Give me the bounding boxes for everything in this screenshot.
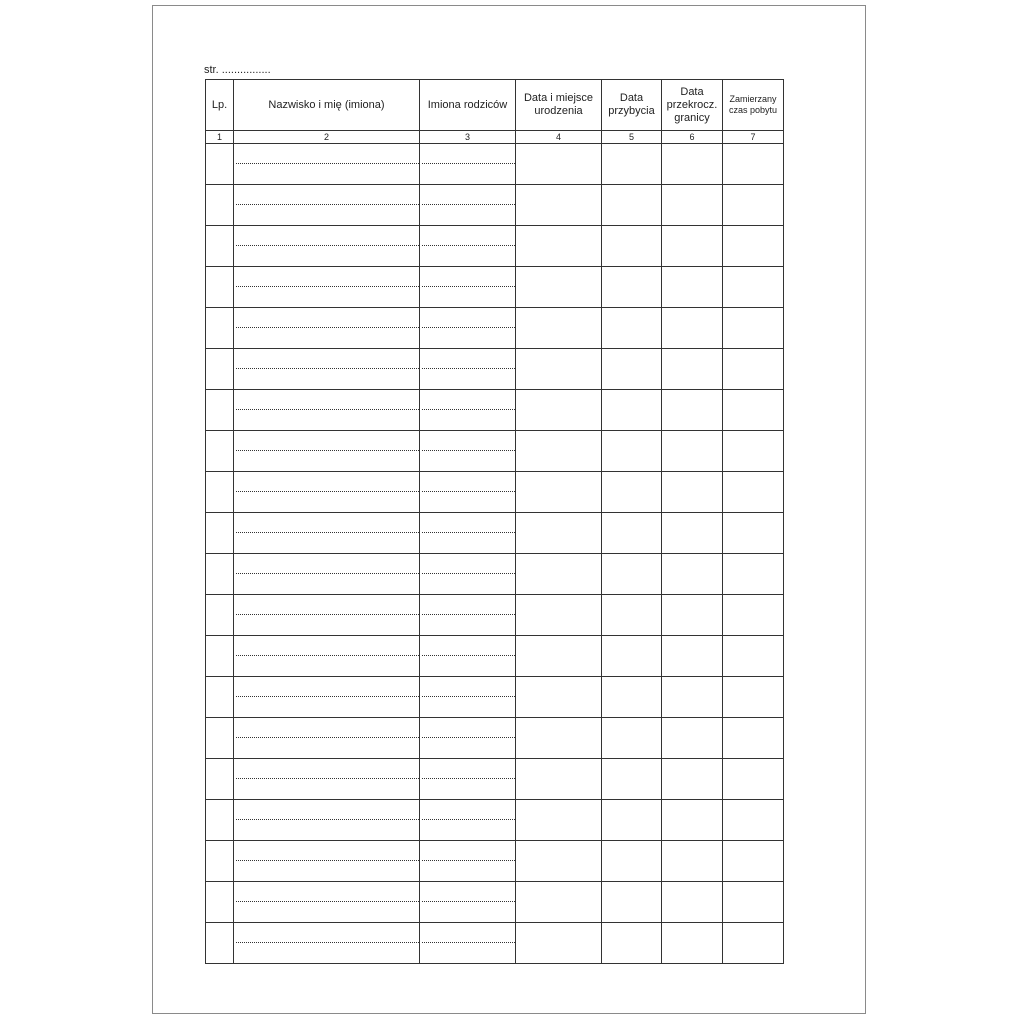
dotted-guide-line [236, 286, 419, 287]
cell-arrival[interactable] [602, 513, 662, 553]
cell-arrival[interactable] [602, 759, 662, 799]
cell-birth[interactable] [516, 349, 602, 389]
cell-birth[interactable] [516, 595, 602, 635]
cell-stay[interactable] [723, 185, 784, 225]
table-row [205, 431, 784, 472]
cell-lp[interactable] [205, 308, 234, 348]
cell-parents[interactable] [420, 841, 516, 881]
cell-parents[interactable] [420, 554, 516, 594]
cell-stay[interactable] [723, 759, 784, 799]
cell-lp[interactable] [205, 431, 234, 471]
cell-surname[interactable] [234, 431, 420, 471]
column-number-row [205, 131, 784, 144]
cell-border[interactable] [662, 882, 723, 922]
dotted-guide-line [236, 737, 419, 738]
cell-parents[interactable] [420, 349, 516, 389]
cell-lp[interactable] [205, 841, 234, 881]
dotted-guide-line [236, 327, 419, 328]
cell-parents[interactable] [420, 431, 516, 471]
header-surname-names: Nazwisko i mię (imiona) [234, 80, 420, 130]
column-number: 6 [662, 131, 723, 143]
dotted-guide-line [236, 450, 419, 451]
cell-arrival[interactable] [602, 677, 662, 717]
dotted-guide-line [236, 860, 419, 861]
cell-parents[interactable] [420, 185, 516, 225]
cell-stay[interactable] [723, 841, 784, 881]
dotted-guide-line [422, 942, 515, 943]
cell-stay[interactable] [723, 308, 784, 348]
cell-border[interactable] [662, 595, 723, 635]
cell-birth[interactable] [516, 308, 602, 348]
dotted-guide-line [422, 778, 515, 779]
cell-lp[interactable] [205, 226, 234, 266]
cell-birth[interactable] [516, 472, 602, 512]
cell-border[interactable] [662, 759, 723, 799]
cell-birth[interactable] [516, 800, 602, 840]
dotted-guide-line [236, 532, 419, 533]
cell-border[interactable] [662, 554, 723, 594]
table-row [205, 759, 784, 800]
cell-border[interactable] [662, 800, 723, 840]
cell-arrival[interactable] [602, 841, 662, 881]
cell-surname[interactable] [234, 882, 420, 922]
cell-lp[interactable] [205, 349, 234, 389]
cell-stay[interactable] [723, 595, 784, 635]
dotted-guide-line [422, 614, 515, 615]
cell-border[interactable] [662, 677, 723, 717]
cell-border[interactable] [662, 841, 723, 881]
dotted-guide-line [422, 819, 515, 820]
cell-surname[interactable] [234, 390, 420, 430]
cell-arrival[interactable] [602, 144, 662, 184]
dotted-guide-line [236, 409, 419, 410]
cell-arrival[interactable] [602, 472, 662, 512]
cell-parents[interactable] [420, 226, 516, 266]
dotted-guide-line [422, 245, 515, 246]
table-header-row [205, 79, 784, 131]
cell-lp[interactable] [205, 718, 234, 758]
cell-parents[interactable] [420, 390, 516, 430]
cell-birth[interactable] [516, 677, 602, 717]
cell-lp[interactable] [205, 554, 234, 594]
cell-birth[interactable] [516, 513, 602, 553]
cell-border[interactable] [662, 349, 723, 389]
header-parents-names: Imiona rodziców [420, 80, 516, 130]
cell-surname[interactable] [234, 144, 420, 184]
table-body [205, 144, 784, 964]
header-lp: Lp. [205, 80, 234, 130]
cell-lp[interactable] [205, 636, 234, 676]
dotted-guide-line [236, 614, 419, 615]
cell-surname[interactable] [234, 267, 420, 307]
table-row [205, 595, 784, 636]
cell-parents[interactable] [420, 718, 516, 758]
cell-stay[interactable] [723, 431, 784, 471]
cell-border[interactable] [662, 390, 723, 430]
cell-border[interactable] [662, 431, 723, 471]
cell-stay[interactable] [723, 636, 784, 676]
cell-surname[interactable] [234, 595, 420, 635]
cell-surname[interactable] [234, 308, 420, 348]
table-row [205, 472, 784, 513]
cell-parents[interactable] [420, 308, 516, 348]
cell-lp[interactable] [205, 267, 234, 307]
cell-stay[interactable] [723, 882, 784, 922]
table-row [205, 308, 784, 349]
table-row [205, 718, 784, 759]
dotted-guide-line [236, 204, 419, 205]
cell-arrival[interactable] [602, 390, 662, 430]
cell-stay[interactable] [723, 226, 784, 266]
cell-surname[interactable] [234, 841, 420, 881]
cell-parents[interactable] [420, 636, 516, 676]
dotted-guide-line [422, 450, 515, 451]
cell-parents[interactable] [420, 144, 516, 184]
column-number: 3 [420, 131, 516, 143]
cell-stay[interactable] [723, 554, 784, 594]
cell-lp[interactable] [205, 759, 234, 799]
dotted-guide-line [236, 696, 419, 697]
cell-surname[interactable] [234, 226, 420, 266]
dotted-guide-line [422, 696, 515, 697]
dotted-guide-line [236, 573, 419, 574]
header-intended-stay: Zamierzany czas pobytu [723, 80, 784, 130]
cell-parents[interactable] [420, 759, 516, 799]
table-row [205, 144, 784, 185]
cell-surname[interactable] [234, 513, 420, 553]
page-number-label: str. ................ [204, 64, 271, 76]
cell-arrival[interactable] [602, 349, 662, 389]
table-row [205, 390, 784, 431]
cell-surname[interactable] [234, 349, 420, 389]
dotted-guide-line [422, 573, 515, 574]
cell-stay[interactable] [723, 677, 784, 717]
cell-stay[interactable] [723, 800, 784, 840]
cell-border[interactable] [662, 267, 723, 307]
cell-stay[interactable] [723, 144, 784, 184]
header-arrival-date: Data przybycia [602, 80, 662, 130]
dotted-guide-line [236, 491, 419, 492]
cell-lp[interactable] [205, 882, 234, 922]
dotted-guide-line [422, 204, 515, 205]
cell-lp[interactable] [205, 923, 234, 963]
cell-birth[interactable] [516, 718, 602, 758]
cell-stay[interactable] [723, 349, 784, 389]
dotted-guide-line [422, 163, 515, 164]
cell-border[interactable] [662, 923, 723, 963]
cell-stay[interactable] [723, 718, 784, 758]
cell-parents[interactable] [420, 472, 516, 512]
table-row [205, 185, 784, 226]
dotted-guide-line [236, 819, 419, 820]
cell-surname[interactable] [234, 718, 420, 758]
table-row [205, 349, 784, 390]
table-row [205, 636, 784, 677]
dotted-guide-line [422, 409, 515, 410]
cell-surname[interactable] [234, 636, 420, 676]
cell-lp[interactable] [205, 472, 234, 512]
cell-lp[interactable] [205, 800, 234, 840]
table-row [205, 226, 784, 267]
cell-stay[interactable] [723, 472, 784, 512]
cell-surname[interactable] [234, 185, 420, 225]
cell-parents[interactable] [420, 513, 516, 553]
cell-arrival[interactable] [602, 882, 662, 922]
cell-stay[interactable] [723, 390, 784, 430]
cell-birth[interactable] [516, 144, 602, 184]
column-number: 2 [234, 131, 420, 143]
cell-border[interactable] [662, 513, 723, 553]
cell-border[interactable] [662, 718, 723, 758]
table-row [205, 513, 784, 554]
cell-birth[interactable] [516, 267, 602, 307]
cell-surname[interactable] [234, 472, 420, 512]
cell-arrival[interactable] [602, 800, 662, 840]
cell-birth[interactable] [516, 923, 602, 963]
dotted-guide-line [422, 368, 515, 369]
cell-parents[interactable] [420, 677, 516, 717]
table-row [205, 677, 784, 718]
cell-parents[interactable] [420, 923, 516, 963]
cell-stay[interactable] [723, 513, 784, 553]
dotted-guide-line [236, 655, 419, 656]
cell-arrival[interactable] [602, 718, 662, 758]
cell-surname[interactable] [234, 677, 420, 717]
cell-lp[interactable] [205, 513, 234, 553]
dotted-guide-line [422, 655, 515, 656]
column-number: 5 [602, 131, 662, 143]
header-birth-date-place: Data i miejsce urodzenia [516, 80, 602, 130]
cell-birth[interactable] [516, 554, 602, 594]
cell-lp[interactable] [205, 595, 234, 635]
dotted-guide-line [236, 163, 419, 164]
table-row [205, 800, 784, 841]
cell-lp[interactable] [205, 677, 234, 717]
cell-border[interactable] [662, 144, 723, 184]
dotted-guide-line [422, 860, 515, 861]
dotted-guide-line [236, 368, 419, 369]
cell-birth[interactable] [516, 636, 602, 676]
cell-arrival[interactable] [602, 431, 662, 471]
column-number: 7 [723, 131, 784, 143]
cell-arrival[interactable] [602, 554, 662, 594]
registration-table [205, 79, 784, 964]
cell-stay[interactable] [723, 267, 784, 307]
table-row [205, 841, 784, 882]
cell-border[interactable] [662, 636, 723, 676]
cell-border[interactable] [662, 308, 723, 348]
cell-birth[interactable] [516, 882, 602, 922]
cell-parents[interactable] [420, 882, 516, 922]
cell-birth[interactable] [516, 226, 602, 266]
cell-arrival[interactable] [602, 185, 662, 225]
dotted-guide-line [422, 901, 515, 902]
dotted-guide-line [422, 491, 515, 492]
table-row [205, 554, 784, 595]
cell-arrival[interactable] [602, 923, 662, 963]
table-row [205, 923, 784, 964]
cell-lp[interactable] [205, 390, 234, 430]
table-row [205, 267, 784, 308]
dotted-guide-line [422, 737, 515, 738]
cell-surname[interactable] [234, 759, 420, 799]
cell-birth[interactable] [516, 759, 602, 799]
cell-lp[interactable] [205, 144, 234, 184]
dotted-guide-line [422, 327, 515, 328]
cell-birth[interactable] [516, 841, 602, 881]
dotted-guide-line [236, 901, 419, 902]
dotted-guide-line [236, 245, 419, 246]
cell-border[interactable] [662, 185, 723, 225]
cell-lp[interactable] [205, 185, 234, 225]
cell-parents[interactable] [420, 800, 516, 840]
cell-arrival[interactable] [602, 636, 662, 676]
cell-surname[interactable] [234, 554, 420, 594]
column-number: 4 [516, 131, 602, 143]
column-number: 1 [205, 131, 234, 143]
cell-birth[interactable] [516, 431, 602, 471]
cell-surname[interactable] [234, 800, 420, 840]
dotted-guide-line [236, 778, 419, 779]
dotted-guide-line [236, 942, 419, 943]
cell-arrival[interactable] [602, 226, 662, 266]
cell-border[interactable] [662, 472, 723, 512]
cell-stay[interactable] [723, 923, 784, 963]
cell-birth[interactable] [516, 390, 602, 430]
dotted-guide-line [422, 532, 515, 533]
table-row [205, 882, 784, 923]
cell-arrival[interactable] [602, 267, 662, 307]
cell-arrival[interactable] [602, 595, 662, 635]
dotted-guide-line [422, 286, 515, 287]
header-border-crossing-date: Data przekrocz. granicy [662, 80, 723, 130]
cell-birth[interactable] [516, 185, 602, 225]
cell-arrival[interactable] [602, 308, 662, 348]
cell-surname[interactable] [234, 923, 420, 963]
cell-parents[interactable] [420, 595, 516, 635]
cell-border[interactable] [662, 226, 723, 266]
cell-parents[interactable] [420, 267, 516, 307]
